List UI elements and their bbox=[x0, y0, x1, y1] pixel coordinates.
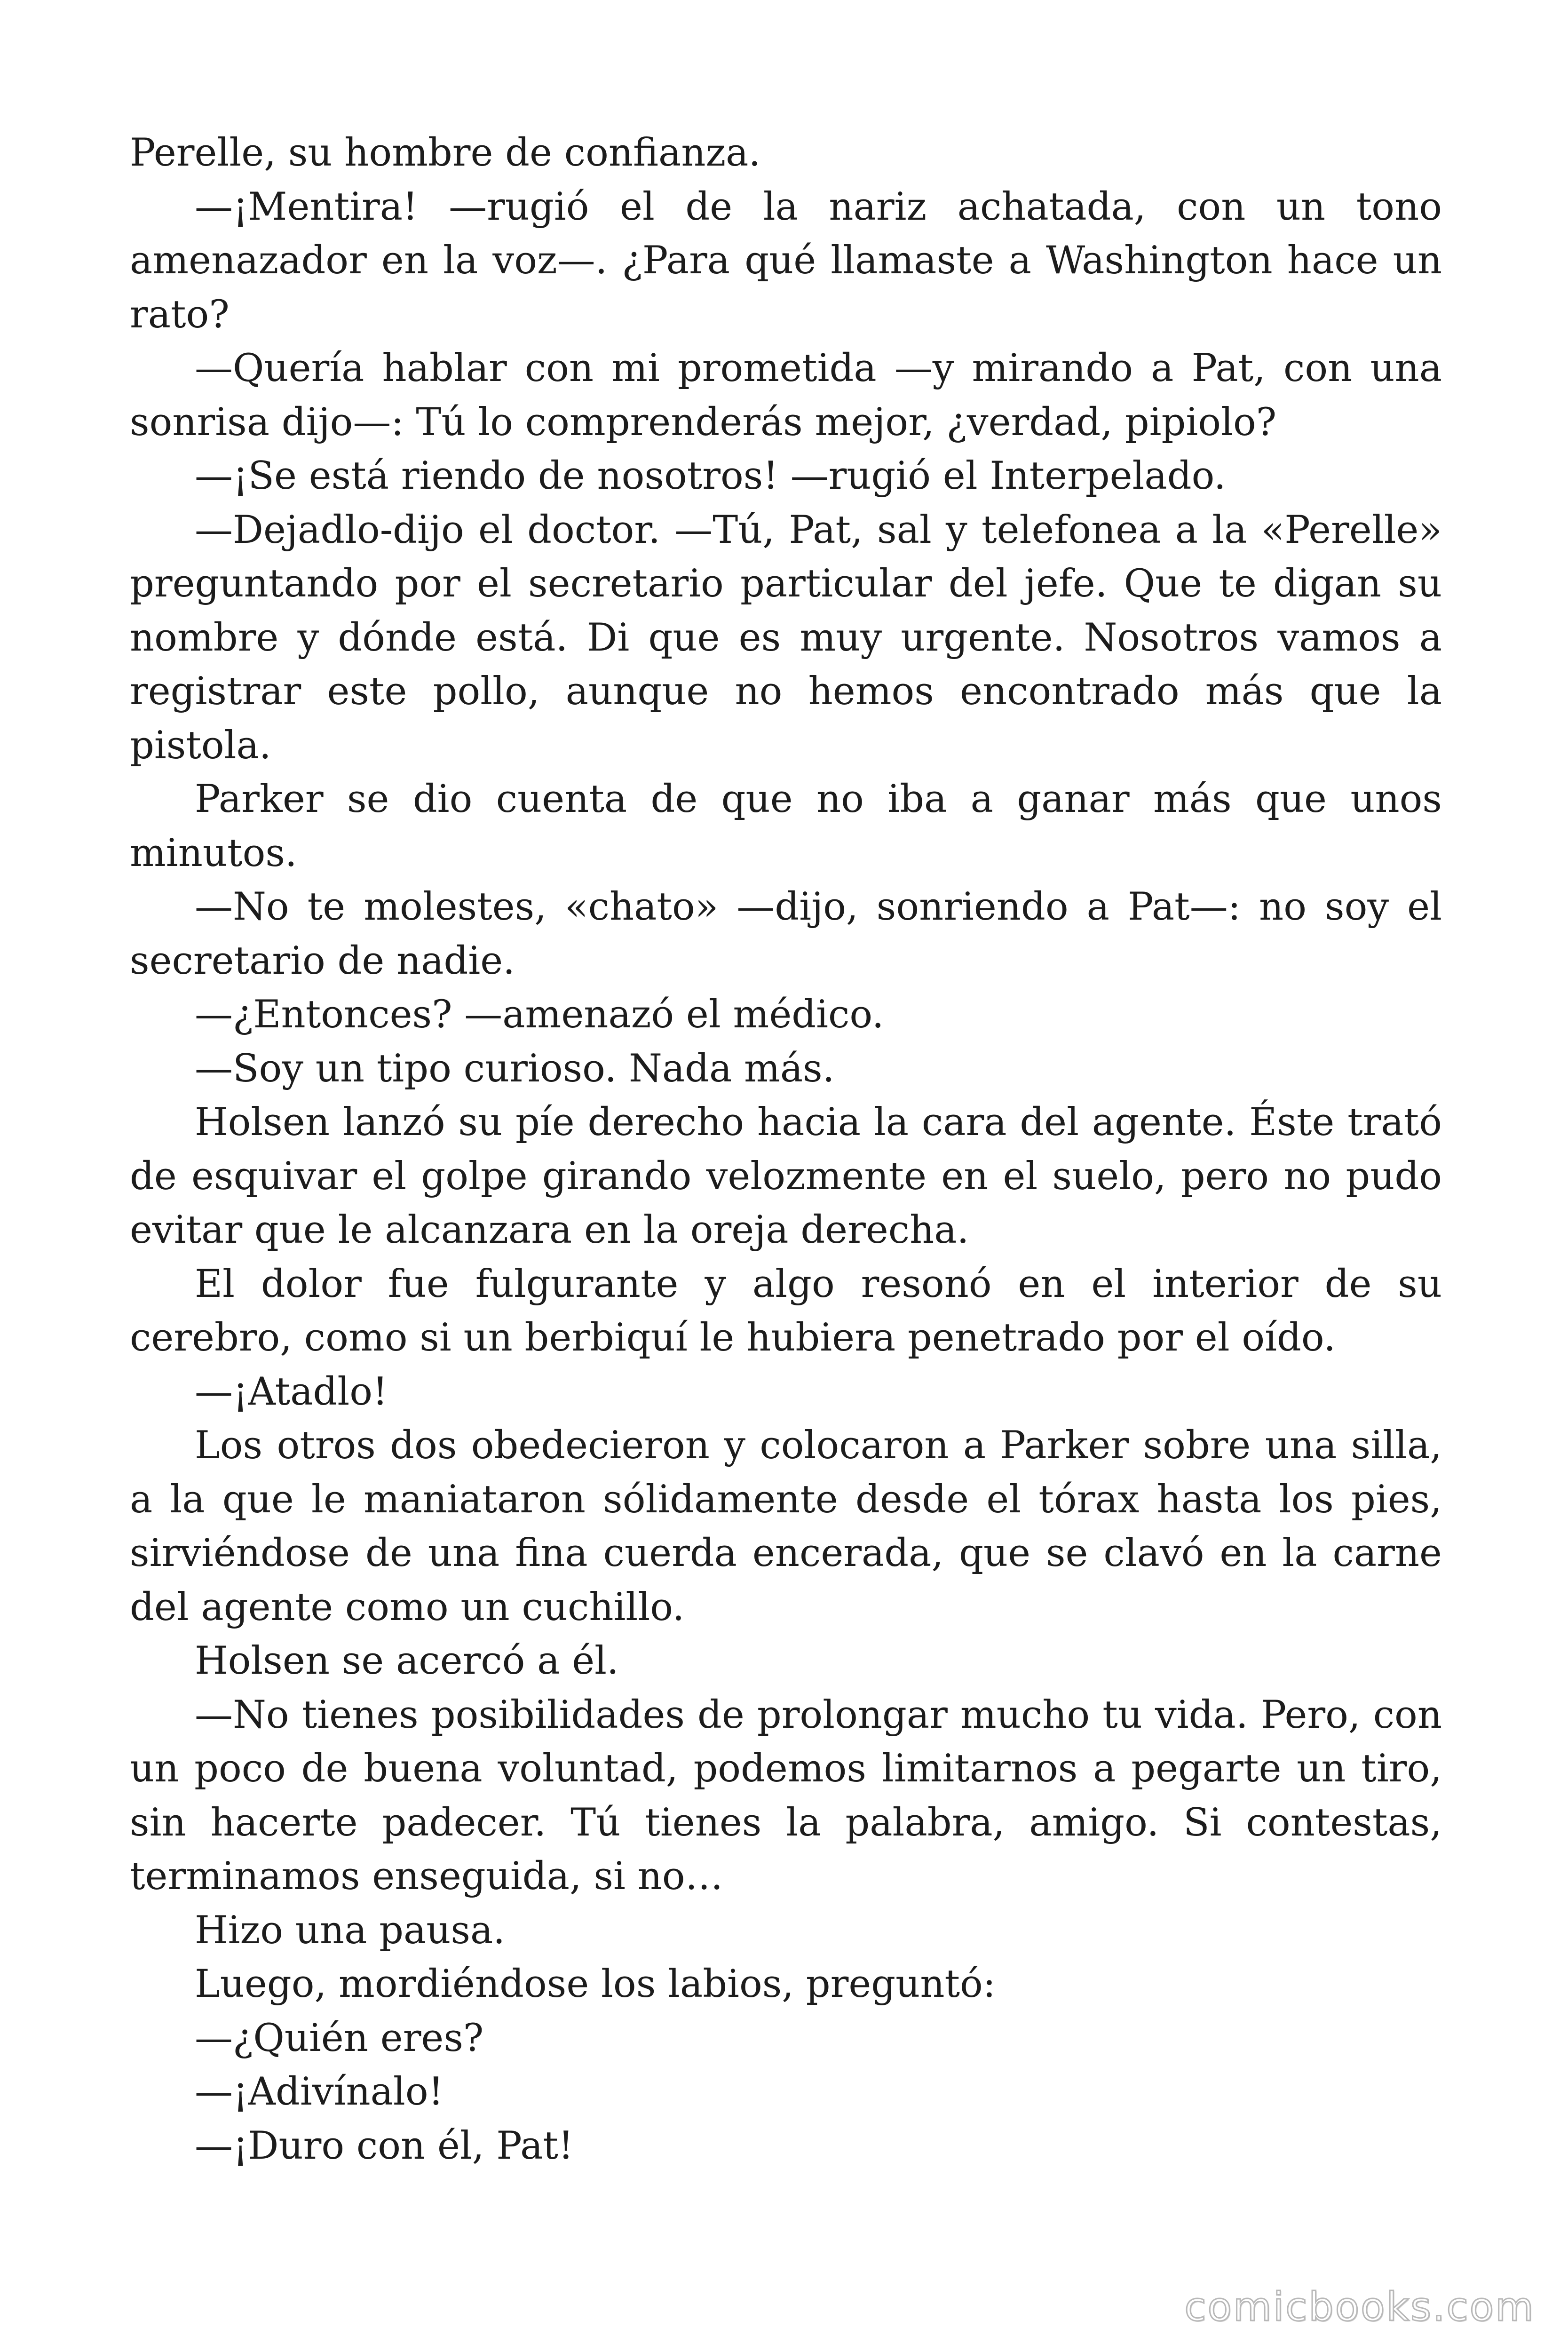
paragraph: Parker se dio cuenta de que no iba a ganar más que unos minutos. bbox=[130, 777, 1442, 875]
paragraph: —¡Duro con él, Pat! bbox=[195, 2123, 574, 2168]
paragraph: —¡Atadlo! bbox=[195, 1369, 388, 1414]
paragraph: —¡Adivínalo! bbox=[195, 2070, 444, 2114]
paragraph: —Soy un tipo curioso. Nada más. bbox=[195, 1046, 835, 1091]
paragraph: Los otros dos obedecieron y colocaron a Parker sobre una silla, a la que le maniataron sólidamente desde el tórax hasta los pies, sirviéndose de una fina cuerda encerada, que se clavó en la carne del agente como un cuchillo. bbox=[130, 1423, 1442, 1629]
paragraph: —¡Mentira! —rugió el de la nariz achatada, con un tono amenazador en la voz—. ¿Para qué llamaste a Washington hace un rato? bbox=[130, 184, 1442, 337]
paragraph: —No tienes posibilidades de prolongar mucho tu vida. Pero, con un poco de buena voluntad, podemos limitarnos a pegarte un tiro, sin hacerte padecer. Tú tienes la palabra, amigo. Si contestas, terminamos enseguida, si no… bbox=[130, 1692, 1442, 1899]
paragraph: —No te molestes, «chato» —dijo, sonriendo a Pat—: no soy el secretario de nadie. bbox=[130, 885, 1442, 983]
paragraph: —¡Se está riendo de nosotros! —rugió el Interpelado. bbox=[195, 454, 1226, 498]
paragraph: Luego, mordiéndose los labios, preguntó: bbox=[195, 1962, 996, 2006]
paragraph: —Quería hablar con mi prometida —y mirando a Pat, con una sonrisa dijo—: Tú lo comprenderás mejor, ¿verdad, pipiolo? bbox=[130, 346, 1442, 445]
paragraph: El dolor fue fulgurante y algo resonó en el interior de su cerebro, como si un berbiquí le hubiera penetrado por el oído. bbox=[130, 1262, 1442, 1360]
paragraph: —¿Quién eres? bbox=[195, 2016, 484, 2060]
paragraph: Perelle, su hombre de confianza. bbox=[130, 131, 761, 175]
paragraph: Holsen se acercó a él. bbox=[195, 1639, 619, 1683]
paragraph: —¿Entonces? —amenazó el médico. bbox=[195, 993, 884, 1037]
paragraph: —Dejadlo-dijo el doctor. —Tú, Pat, sal y telefonea a la «Perelle» preguntando por el secretario particular del jefe. Que te digan su nombre y dónde está. Di que es muy urgente. Nosotros vamos a registrar este pollo, aunque no hemos encontrado más que la pistola. bbox=[130, 508, 1442, 768]
page-text bbox=[130, 126, 1442, 2173]
watermark: comicbooks.com bbox=[1184, 2284, 1535, 2330]
paragraph: Holsen lanzó su píe derecho hacia la cara del agente. Éste trató de esquivar el golpe girando velozmente en el suelo, pero no pudo evitar que le alcanzara en la oreja derecha. bbox=[130, 1100, 1442, 1252]
paragraph: Hizo una pausa. bbox=[195, 1908, 506, 1953]
